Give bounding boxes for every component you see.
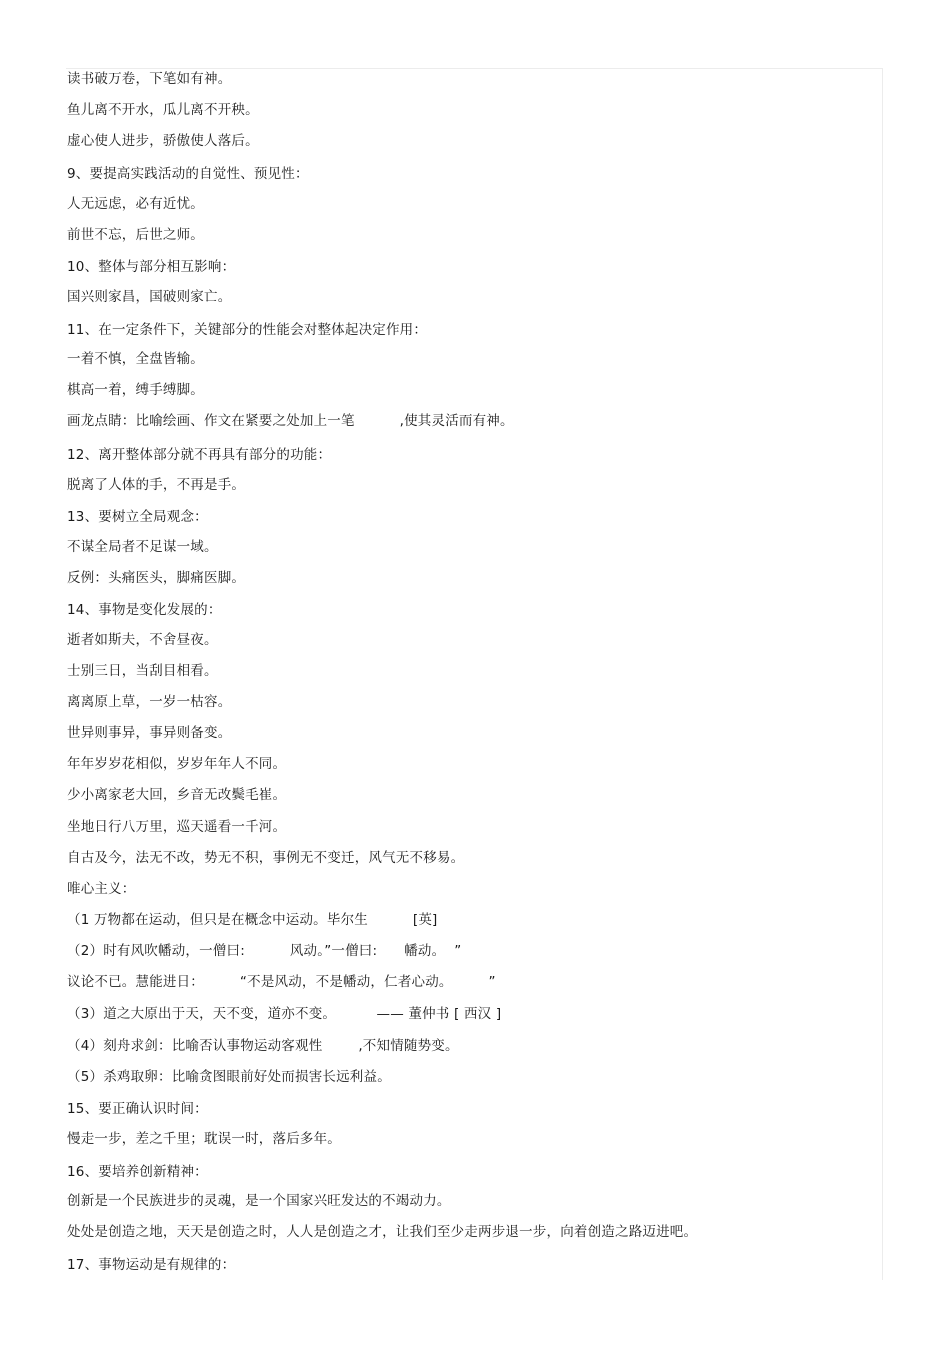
section-heading: 12、离开整体部分就不再具有部分的功能： bbox=[67, 447, 332, 463]
text-line: （4）刻舟求剑：比喻否认事物运动客观性 ,不知情随势变。 bbox=[67, 1038, 459, 1054]
section-heading: 13、要树立全局观念： bbox=[67, 509, 208, 525]
text-line: 画龙点睛：比喻绘画、作文在紧要之处加上一笔 ,使其灵活而有神。 bbox=[67, 413, 514, 429]
section-heading: 10、整体与部分相互影响： bbox=[67, 259, 236, 275]
text-line: 议论不已。慧能进日： “不是风动，不是幡动，仁者心动。 ” bbox=[67, 974, 496, 990]
text-line: 唯心主义： bbox=[67, 881, 136, 897]
text-line: 坐地日行八万里，巡天遥看一千河。 bbox=[67, 819, 287, 835]
text-line: 棋高一着，缚手缚脚。 bbox=[67, 382, 204, 398]
text-line: 反例：头痛医头，脚痛医脚。 bbox=[67, 570, 246, 586]
section-heading: 16、要培养创新精神： bbox=[67, 1164, 208, 1180]
section-heading: 11、在一定条件下，关键部分的性能会对整体起决定作用： bbox=[67, 322, 428, 338]
section-heading: 17、事物运动是有规律的： bbox=[67, 1257, 236, 1273]
section-heading: 15、要正确认识时间： bbox=[67, 1101, 208, 1117]
text-line: （2）时有风吹幡动，一僧曰: 风动。”一僧曰: 幡动。 ” bbox=[67, 943, 462, 959]
text-line: 鱼儿离不开水，瓜儿离不开秧。 bbox=[67, 102, 259, 118]
text-line: 离离原上草，一岁一枯容。 bbox=[67, 694, 232, 710]
text-line: 前世不忘，后世之师。 bbox=[67, 227, 204, 243]
text-line: 虚心使人进步，骄傲使人落后。 bbox=[67, 133, 259, 149]
text-line: 少小离家老大回，乡音无改鬓毛崔。 bbox=[67, 787, 287, 803]
text-line: 逝者如斯夫，不舍昼夜。 bbox=[67, 632, 218, 648]
text-line: 脱离了人体的手，不再是手。 bbox=[67, 477, 246, 493]
text-line: 不谋全局者不足谋一域。 bbox=[67, 539, 218, 555]
text-line: 读书破万卷，下笔如有神。 bbox=[67, 71, 232, 87]
text-line: （5）杀鸡取卵：比喻贪图眼前好处而损害长远利益。 bbox=[67, 1069, 391, 1085]
text-line: 人无远虑，必有近忧。 bbox=[67, 196, 204, 212]
text-line: 士别三日，当刮目相看。 bbox=[67, 663, 218, 679]
section-heading: 14、事物是变化发展的： bbox=[67, 602, 222, 618]
text-line: （3）道之大原出于天，天不变，道亦不变。 —— 董仲书 [ 西汉 ] bbox=[67, 1006, 502, 1022]
text-line: 世异则事异，事异则备变。 bbox=[67, 725, 232, 741]
text-line: 自古及今，法无不改，势无不积，事例无不变迁，风气无不移易。 bbox=[67, 850, 465, 866]
text-line: 年年岁岁花相似，岁岁年年人不同。 bbox=[67, 756, 287, 772]
text-line: 一着不慎，全盘皆输。 bbox=[67, 351, 204, 367]
text-line: 国兴则家昌，国破则家亡。 bbox=[67, 289, 232, 305]
text-line: 处处是创造之地，天天是创造之时，人人是创造之才，让我们至少走两步退一步，向着创造之路迈进吧。 bbox=[67, 1224, 698, 1240]
text-line: 慢走一步，差之千里；耽误一时，落后多年。 bbox=[67, 1131, 341, 1147]
section-heading: 9、要提高实践活动的自觉性、预见性： bbox=[67, 166, 309, 182]
text-line: 创新是一个民族进步的灵魂，是一个国家兴旺发达的不竭动力。 bbox=[67, 1193, 451, 1209]
text-line: （1 万物都在运动，但只是在概念中运动。毕尔生 [英] bbox=[67, 912, 438, 928]
